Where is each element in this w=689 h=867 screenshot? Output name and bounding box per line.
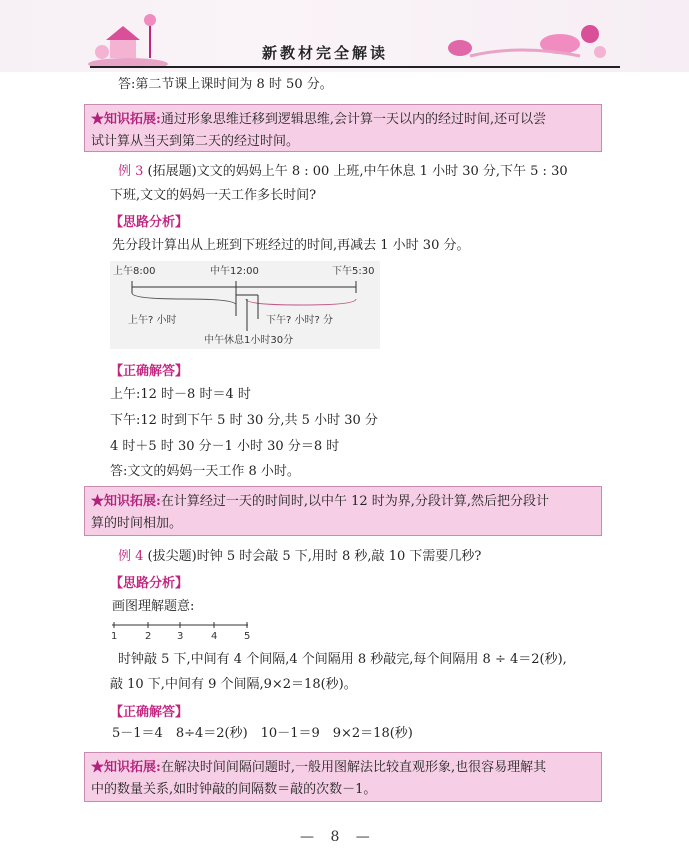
extension-text: 通过形象思维迁移到逻辑思维,会计算一天以内的经过时间,还可以尝 — [160, 112, 547, 127]
butterfly-decoration-icon — [440, 14, 610, 66]
rest-label: 中午休息1小时30分 — [204, 335, 294, 346]
solution-line: 4 时＋5 时 30 分－1 小时 30 分＝8 时 — [110, 439, 340, 454]
example-label: 例 4 — [118, 549, 144, 564]
number-line-diagram — [108, 620, 258, 644]
extension-tag: ★知识拓展: — [91, 494, 161, 509]
extension-text: 试计算从当天到第二天的经过时间。 — [91, 134, 300, 149]
brace — [246, 299, 356, 305]
house-illustration-icon — [88, 8, 168, 68]
am-label: 上午? 小时 — [128, 315, 177, 326]
section-heading: 【正确解答】 — [110, 705, 189, 720]
knowledge-extension-box — [84, 752, 602, 802]
pm-label: 下午? 小时? 分 — [266, 315, 333, 326]
extension-tag: ★知识拓展: — [91, 112, 161, 127]
tick-label: 5 — [244, 631, 251, 642]
solution-line: 答:文文的妈妈一天工作 8 小时。 — [110, 464, 300, 479]
solution-line: 5－1＝4 8÷4＝2(秒) 10－1＝9 9×2＝18(秒) — [112, 726, 413, 741]
page-number: — 8 — — [300, 829, 376, 845]
tick-label: 4 — [211, 631, 218, 642]
example-3-line — [118, 163, 568, 181]
header-title: 新教材完全解读 — [262, 44, 389, 62]
time-label: 上午8:00 — [113, 266, 156, 277]
extension-tag: ★知识拓展: — [91, 760, 161, 775]
brace — [132, 293, 236, 305]
analysis-text: 先分段计算出从上班到下班经过的时间,再减去 1 小时 30 分。 — [112, 238, 470, 253]
tick-label: 3 — [177, 631, 184, 642]
extension-text: 在计算经过一天的时间时,以中午 12 时为界,分段计算,然后把分段计 — [160, 494, 550, 509]
example-4-line — [118, 548, 481, 566]
analysis-text: 画图理解题意: — [112, 599, 195, 614]
time-label: 中午12:00 — [210, 266, 259, 277]
extension-text: 算的时间相加。 — [91, 516, 183, 531]
section-heading: 【思路分析】 — [110, 215, 189, 230]
header-rule — [90, 66, 620, 68]
extension-text: 在解决时间间隔问题时,一般用图解法比较直观形象,也很容易理解其 — [160, 760, 547, 775]
solution-line: 下午:12 时到下午 5 时 30 分,共 5 小时 30 分 — [110, 413, 378, 428]
knowledge-extension-box — [84, 486, 602, 536]
solution-line: 上午:12 时－8 时＝4 时 — [110, 387, 251, 402]
tick-label: 1 — [111, 631, 118, 642]
extension-text: 中的数量关系,如时钟敲的间隔数＝敲的次数－1。 — [91, 782, 377, 797]
analysis-text: 敲 10 下,中间有 9 个间隔,9×2＝18(秒)。 — [110, 677, 357, 692]
answer-line: 答:第二节课上课时间为 8 时 50 分。 — [118, 77, 333, 92]
section-heading: 【正确解答】 — [110, 364, 189, 379]
knowledge-extension-box — [84, 104, 602, 152]
analysis-text: 时钟敲 5 下,中间有 4 个间隔,4 个间隔用 8 秒敲完,每个间隔用 8 ÷ 4＝2(秒), — [118, 652, 567, 667]
tick-label: 2 — [145, 631, 152, 642]
example-label: 例 3 — [118, 164, 144, 179]
section-heading: 【思路分析】 — [110, 576, 189, 591]
example-text: (拔尖题)时钟 5 时会敲 5 下,用时 8 秒,敲 10 下需要几秒? — [147, 549, 482, 564]
example-text: (拓展题)文文的妈妈上午 8 : 00 上班,中午休息 1 小时 30 分,下午 5 : 30 — [147, 164, 568, 179]
timeline-diagram — [110, 261, 380, 349]
example-text: 下班,文文的妈妈一天工作多长时间? — [110, 188, 317, 203]
time-label: 下午5:30 — [332, 266, 375, 277]
